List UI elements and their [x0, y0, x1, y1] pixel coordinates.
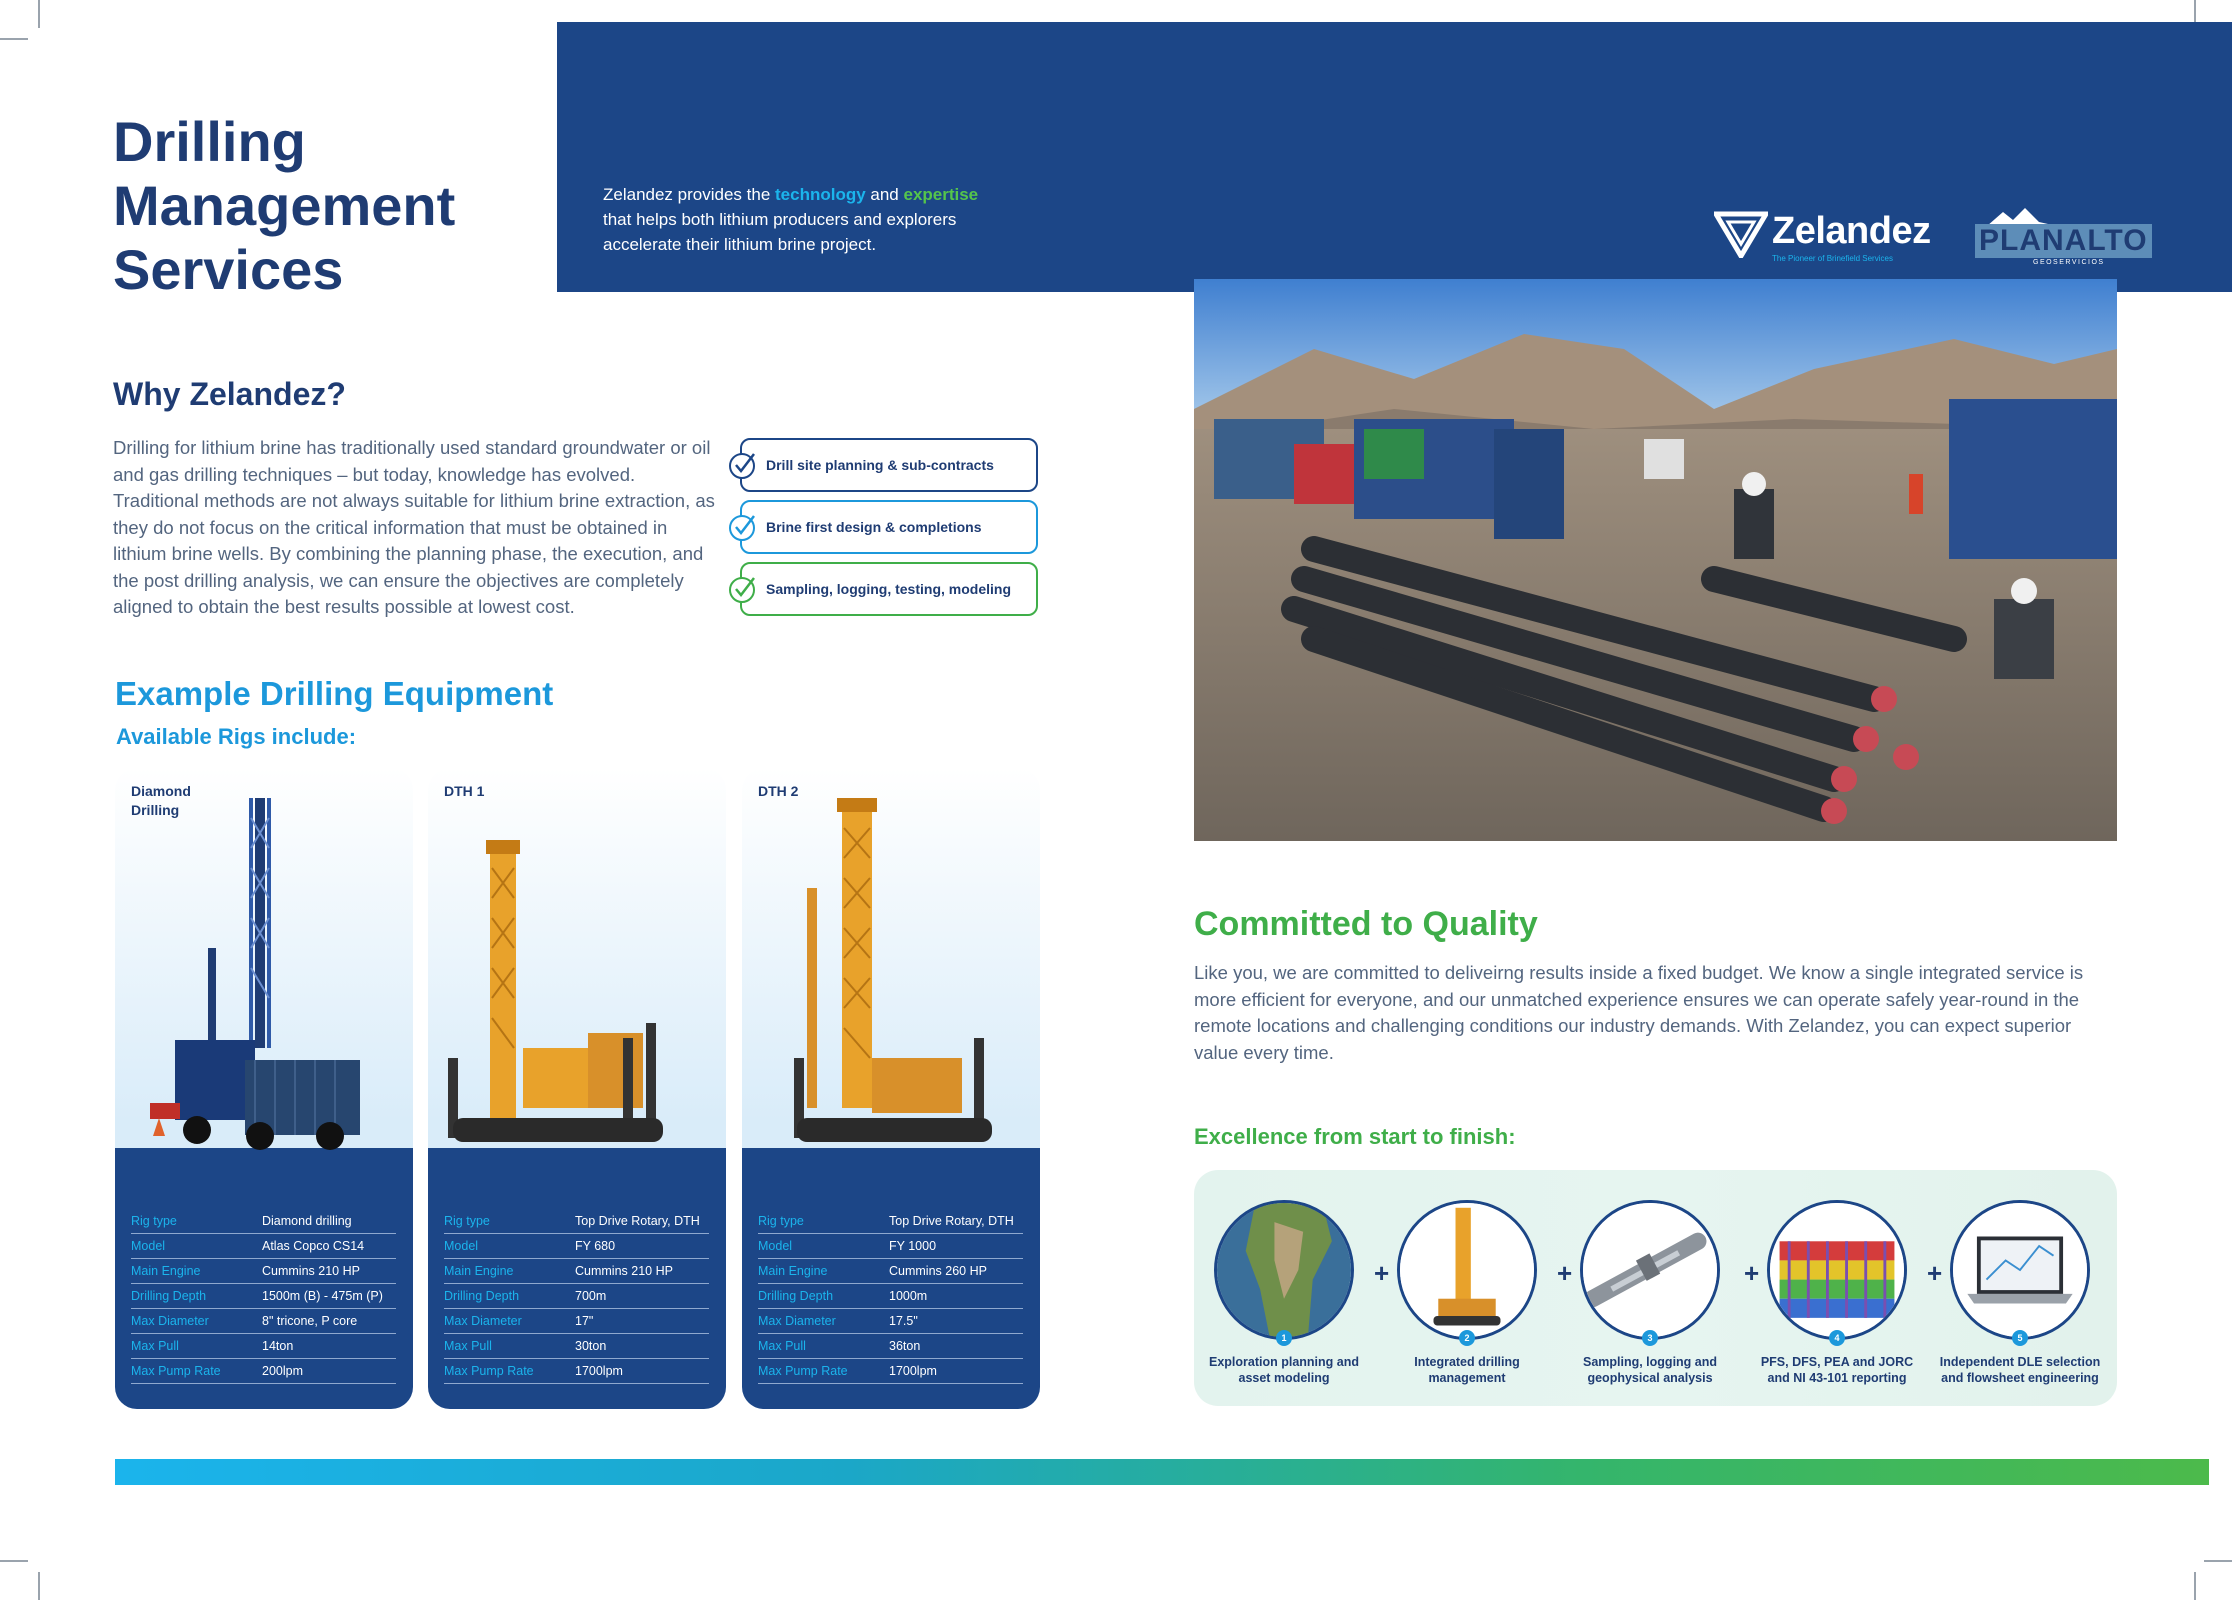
spec-label: Model: [758, 1239, 793, 1253]
zelandez-mark-icon: [1714, 210, 1768, 258]
process-step: [1208, 1200, 1358, 1395]
service-pill: [740, 438, 1038, 492]
why-heading: Why Zelandez?: [113, 376, 346, 412]
spec-label: Rig type: [758, 1214, 804, 1228]
service-pill: [740, 500, 1038, 554]
spec-value: 17": [575, 1314, 594, 1328]
spec-label: Rig type: [131, 1214, 177, 1228]
step-label: Sampling, logging and geophysical analysis: [1582, 1355, 1718, 1385]
spec-label: Model: [444, 1239, 479, 1253]
banner-intro-and: and: [865, 185, 904, 204]
spec-value: Cummins 260 HP: [889, 1264, 987, 1278]
geological-model-icon: [1767, 1200, 1907, 1340]
laptop-icon: [1950, 1200, 2090, 1340]
spec-row: [758, 1309, 1023, 1334]
spec-row: [131, 1359, 396, 1384]
spec-label: Max Pump Rate: [758, 1364, 848, 1378]
footer-gradient-bar: [115, 1459, 2209, 1485]
spec-row: [758, 1209, 1023, 1234]
page-title-line: Drilling: [113, 110, 306, 173]
spec-row: [131, 1309, 396, 1334]
banner-keyword-technology: technology: [775, 185, 866, 204]
spec-value: Top Drive Rotary, DTH: [889, 1214, 1014, 1228]
step-label: Independent DLE selection and flowsheet engineering: [1939, 1355, 2101, 1385]
spec-row: [444, 1334, 709, 1359]
spec-row: [131, 1334, 396, 1359]
spec-value: Cummins 210 HP: [575, 1264, 673, 1278]
drill-site-photo: [1194, 279, 2117, 841]
spec-value: 1500m (B) - 475m (P): [262, 1289, 383, 1303]
planalto-logo: [1973, 194, 2148, 269]
crop-mark: [38, 1572, 40, 1600]
banner-intro-line2: that helps both lithium producers and explorers: [603, 210, 957, 229]
page-title-line: Management: [113, 174, 456, 237]
rig-card-name: DTH 1: [444, 783, 485, 799]
banner-intro-line3: accelerate their lithium brine project.: [603, 235, 877, 254]
logging-tool-icon: [1580, 1200, 1720, 1340]
service-pill-label: Drill site planning & sub-contracts: [766, 457, 994, 473]
spec-row: [758, 1234, 1023, 1259]
spec-label: Rig type: [444, 1214, 490, 1228]
spec-label: Drilling Depth: [758, 1289, 834, 1303]
spec-value: 700m: [575, 1289, 607, 1303]
check-circle-icon: [728, 511, 760, 543]
crop-mark: [0, 38, 28, 40]
crop-mark: [38, 0, 40, 28]
spec-label: Max Pump Rate: [444, 1364, 534, 1378]
spec-row: [131, 1234, 396, 1259]
planalto-subtitle: GEOSERVICIOS: [2033, 259, 2105, 266]
crop-mark: [2194, 1572, 2196, 1600]
spec-value: 17.5": [889, 1314, 918, 1328]
spec-row: [758, 1334, 1023, 1359]
service-pill-label: Sampling, logging, testing, modeling: [766, 581, 1011, 597]
spec-row: [131, 1209, 396, 1234]
step-number: 4: [1829, 1330, 1845, 1346]
spec-value: FY 1000: [889, 1239, 937, 1253]
dth1-rig-image: [428, 778, 726, 1198]
plus-icon: +: [1374, 1258, 1390, 1288]
step-number: 1: [1276, 1330, 1292, 1346]
spec-label: Main Engine: [131, 1264, 201, 1278]
plus-icon: +: [1557, 1258, 1573, 1288]
crop-mark: [0, 1560, 28, 1562]
spec-row: [758, 1259, 1023, 1284]
banner-intro-pre: Zelandez provides the: [603, 185, 775, 204]
page-title: [113, 110, 533, 302]
spec-row: [758, 1284, 1023, 1309]
spec-value: Top Drive Rotary, DTH: [575, 1214, 700, 1228]
diamond-rig-image: [115, 778, 413, 1198]
process-step: [1574, 1200, 1724, 1395]
spec-value: 1700lpm: [575, 1364, 623, 1378]
rig-card: [428, 768, 726, 1409]
spec-row: [444, 1259, 709, 1284]
step-number: 3: [1642, 1330, 1658, 1346]
spec-label: Main Engine: [444, 1264, 514, 1278]
spec-value: Cummins 210 HP: [262, 1264, 360, 1278]
spec-row: [444, 1234, 709, 1259]
equipment-heading: Example Drilling Equipment: [115, 675, 554, 712]
zelandez-tagline: The Pioneer of Brinefield Services: [1772, 254, 1893, 263]
spec-row: [444, 1309, 709, 1334]
process-step: [1939, 1200, 2101, 1395]
step-number: 5: [2012, 1330, 2028, 1346]
why-paragraph: Drilling for lithium brine has traditionally used standard groundwater or oil and gas drilling techniques – but today, knowledge has evolved. Traditional methods are not always suitable for lithium brine extraction, as they do not focus on the critical information that must be obtained in lithium brine wells. By combining the planning phase, the execution, and the post drilling analysis, we can ensure the objectives are completely aligned to obtain the best results possible at lowest cost.: [113, 437, 715, 617]
spec-label: Drilling Depth: [131, 1289, 207, 1303]
spec-value: 1700lpm: [889, 1364, 937, 1378]
spec-label: Max Diameter: [758, 1314, 836, 1328]
spec-value: 200lpm: [262, 1364, 303, 1378]
rig-card-name: Diamond Drilling: [131, 783, 191, 818]
banner-keyword-expertise: expertise: [903, 185, 979, 204]
page-title-line: Services: [113, 238, 344, 301]
step-label: Integrated drilling management: [1414, 1355, 1520, 1385]
step-label: PFS, DFS, PEA and JORC and NI 43-101 reporting: [1760, 1355, 1914, 1385]
spec-row: [444, 1209, 709, 1234]
spec-label: Main Engine: [758, 1264, 828, 1278]
spec-value: FY 680: [575, 1239, 616, 1253]
spec-value: Diamond drilling: [262, 1214, 352, 1228]
process-step: [1760, 1200, 1914, 1395]
equipment-subheading: Available Rigs include:: [116, 724, 357, 749]
dth2-rig-image: [742, 778, 1040, 1198]
plus-icon: +: [1927, 1258, 1943, 1288]
zelandez-wordmark: Zelandez: [1772, 210, 1931, 252]
service-pill: [740, 562, 1038, 616]
service-pill-label: Brine first design & completions: [766, 519, 982, 535]
drill-rig-icon: [1397, 1200, 1537, 1340]
spec-value: 14ton: [262, 1339, 294, 1353]
rig-card: [115, 768, 413, 1409]
spec-label: Max Pull: [758, 1339, 806, 1353]
planalto-wordmark: PLANALTO: [1975, 224, 2152, 258]
map-icon: [1214, 1200, 1354, 1340]
spec-row: [444, 1284, 709, 1309]
zelandez-logo: [1714, 192, 1944, 272]
spec-label: Drilling Depth: [444, 1289, 520, 1303]
spec-value: 30ton: [575, 1339, 607, 1353]
spec-value: Atlas Copco CS14: [262, 1239, 365, 1253]
spec-value: 8" tricone, P core: [262, 1314, 358, 1328]
quality-paragraph: Like you, we are committed to deliveirng results inside a fixed budget. We know a single integrated service is more efficient for everyone, and our unmatched experience ensures we can operate safely year-round in the remote locations and challenging conditions our industry demands. With Zelandez, you can expect superior value every time.: [1194, 962, 2084, 1063]
plus-icon: +: [1744, 1258, 1760, 1288]
spec-row: [758, 1359, 1023, 1384]
crop-mark: [2204, 1560, 2232, 1562]
spec-label: Max Diameter: [131, 1314, 209, 1328]
excellence-heading: Excellence from start to finish:: [1194, 1124, 1516, 1149]
rig-card-name: DTH 2: [758, 783, 799, 799]
header-banner: [557, 22, 2232, 292]
spec-row: [444, 1359, 709, 1384]
check-circle-icon: [728, 449, 760, 481]
step-number: 2: [1459, 1330, 1475, 1346]
spec-label: Max Pump Rate: [131, 1364, 221, 1378]
spec-label: Max Diameter: [444, 1314, 522, 1328]
step-label: Exploration planning and asset modeling: [1209, 1355, 1359, 1385]
banner-intro: [603, 182, 1063, 257]
spec-row: [131, 1259, 396, 1284]
spec-label: Max Pull: [131, 1339, 179, 1353]
rig-card: [742, 768, 1040, 1409]
spec-value: 36ton: [889, 1339, 921, 1353]
spec-label: Model: [131, 1239, 166, 1253]
spec-label: Max Pull: [444, 1339, 492, 1353]
spec-row: [131, 1284, 396, 1309]
check-circle-icon: [728, 573, 760, 605]
quality-heading: Committed to Quality: [1194, 905, 1538, 943]
process-step: [1391, 1200, 1541, 1395]
spec-value: 1000m: [889, 1289, 928, 1303]
process-steps: [1194, 1170, 2117, 1406]
